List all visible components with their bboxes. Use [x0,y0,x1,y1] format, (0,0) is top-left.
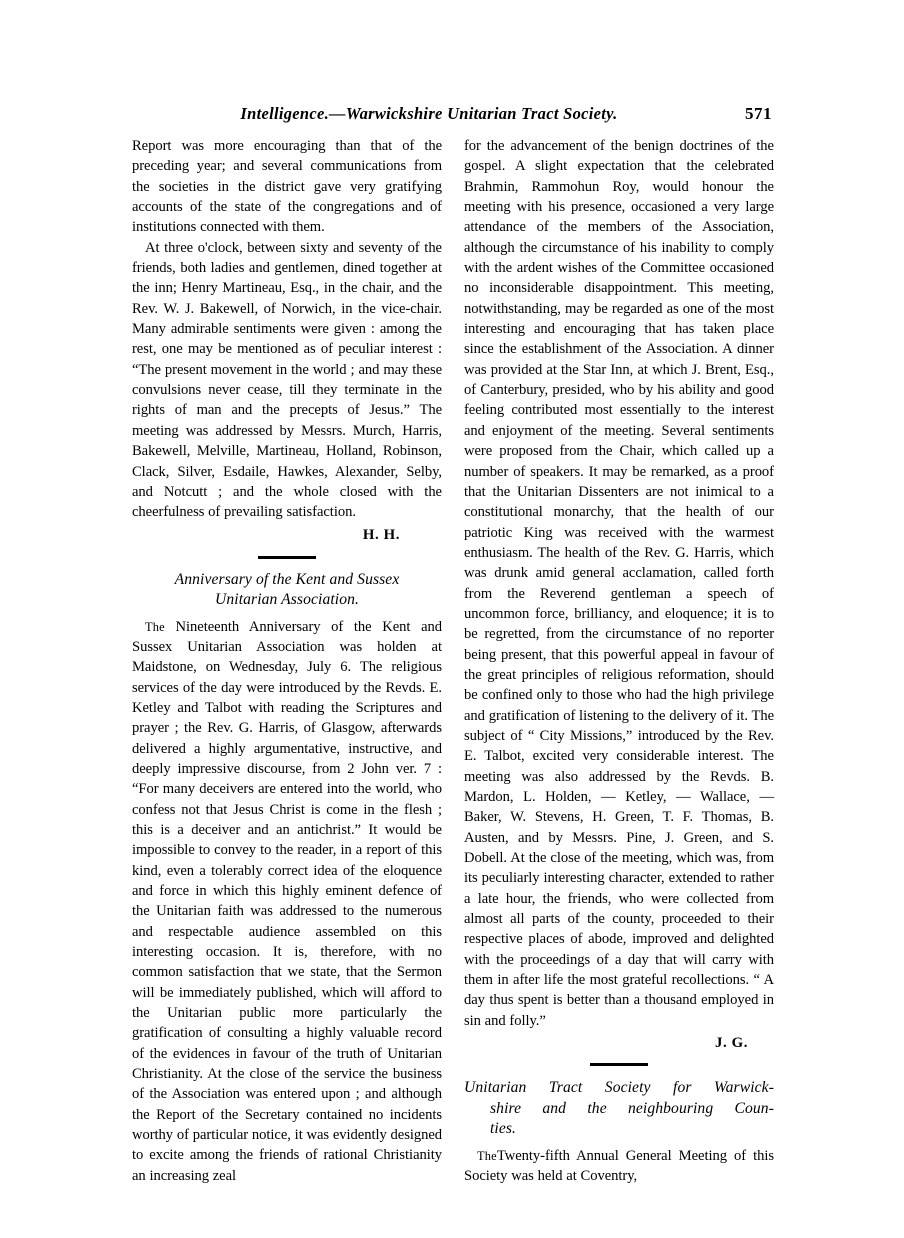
section-divider-rule [258,556,316,559]
paragraph-opening-smallcaps: The [477,1148,497,1163]
paragraph-opening-smallcaps: The [145,619,165,634]
paragraph-warwickshire [464,1146,774,1187]
section-heading-kent-sussex [132,570,442,611]
paragraph-dinner: At three o'clock, between sixty and seventy of the friends, both ladies and gentlemen, dined together at the inn; Henry Martineau, Esq., in the chair, and the Rev. W. J. Bakewell, of Norwich, in the vice-chair. Many admirable sentiments were given : among the rest, one may be mentioned as of peculiar interest : “The present movement in the world ; and may these convulsions never cease, till they terminate in the rights of man and the precepts of Jesus.” The meeting was addressed by Messrs. Murch, Harris, Bakewell, Melville, Martineau, Holland, Robinson, Clack, Silver, Esdaile, Hawkes, Alexander, Selby, and Notcutt ; and the whole closed with the cheerfulness of prevailing satisfaction. [132,239,442,521]
column-right [464,136,774,1186]
paragraph-warwickshire-text: Twenty-fifth Annual General Meeting of this Society was held at Coventry, [464,1147,774,1184]
signature-jg: J. G. [714,1035,748,1052]
paragraph-kent-sussex-text: Nineteenth Anniversary of the Kent and Sussex Unitarian Association was holden at Maidstone, on Wednesday, July 6. The religious services of the day were introduced by the Revds. E. Ketley and Talbot with reading the Scriptures and prayer ; the Rev. G. Harris, of Glasgow, afterwards delivered a highly argumentative, instructive, and deeply impressive discourse, from 2 John ver. 7 : “For many deceivers are entered into the world, who confess not that Jesus Christ is come in the flesh ; this is a deceiver and an antichrist.” It would be impossible to convey to the reader, in a report of this kind, even a tolerably correct idea of the eloquence and force in which this highly eminent defence of the Unitarian faith was addressed to the numerous and respectable audience assembled on this interesting occasion. It is, therefore, with no common satisfaction that we state, that the Sermon will be immediately published, which will afford to the Unitarian public more particularly the gratification of consulting a highly valuable record of the evidences in favour of the truth of Unitarian Christianity. At the close of the service the business of the Association was entered upon ; and although the Report of the Secretary contained no incidents worthy of particular notice, it was evidently designed to excite among the friends of rational Christianity an increasing zeal [132,618,442,1184]
paragraph-report-continued: Report was more encouraging than that of the preceding year; and several communications from the societies in the district gave very gratifying accounts of the state of the congregations and of institutions connected with them. [132,138,442,236]
section-heading-line: ties. [490,1120,517,1138]
section-heading-line: Unitarian Tract Society for Warwick- [464,1079,774,1097]
paragraph-kent-sussex-continued: for the advancement of the benign doctrines of the gospel. A slight expectation that the celebrated Brahmin, Rammohun Roy, would honour the meeting with his presence, occasioned a very large attendance of the members of the Association, although the circumstance of his inability to comply with the ardent wishes of the Committee occasioned no inconsiderable disappointment. This meeting, notwithstanding, may be regarded as one of the most interesting and encouraging that has taken place since the establishment of the Association. A dinner was provided at the Star Inn, at which J. Brent, Esq., of Canterbury, presided, who by his ability and good feeling contributed most essentially to the interest and enjoyment of the meeting. Several sentiments were proposed from the Chair, which called up a number of speakers. It may be remarked, as a proof that the Unitarian Dissenters are not inimical to a constitutional monarchy, that the health of our patriotic King was received with the warmest enthusiasm. The health of the Rev. G. Harris, which was drunk amid general acclamation, called forth from the Reverend gentleman a speech of uncommon force, brilliancy, and eloquence; it is to be regretted, from the circumstance of no reporter being present, that this powerful appeal in favour of the great principles of religious reformation, should be confined only to those who had the high privilege and gratification of listening to the delivery of it. The subject of “ City Missions,” introduced by the Rev. E. Talbot, excited very considerable interest. The meeting was also addressed by the Revds. B. Mardon, L. Holden, — Ketley, — Wallace, — Baker, W. Stevens, H. Green, T. F. Thomas, B. Austen, and by Messrs. Pine, J. Green, and S. Dobell. At the close of the meeting, which was, from its peculiarly interesting character, extended to rather a late hour, the friends, who were collected from almost all parts of the county, proceeded to their respective places of abode, improved and delighted with the proceedings of a day that will carry with them in after life the most grateful recollections. “ A day thus spent is better than a thousand employed in sin and folly.” [464,138,774,1029]
paragraph-kent-sussex [132,617,442,1187]
signature-hh: H. H. [362,526,400,543]
section-heading-line: Anniversary of the Kent and Sussex [174,570,400,588]
page-number: 571 [745,104,772,123]
running-head [132,104,772,126]
section-heading-line: Unitarian Association. [215,591,359,609]
section-divider-rule [590,1063,648,1066]
section-heading-line: shire and the neighbouring Coun- [490,1099,774,1117]
running-head-title: Intelligence.—Warwickshire Unitarian Tract Society. [240,104,618,123]
column-left [132,136,442,1186]
section-heading-warwickshire [464,1078,774,1140]
